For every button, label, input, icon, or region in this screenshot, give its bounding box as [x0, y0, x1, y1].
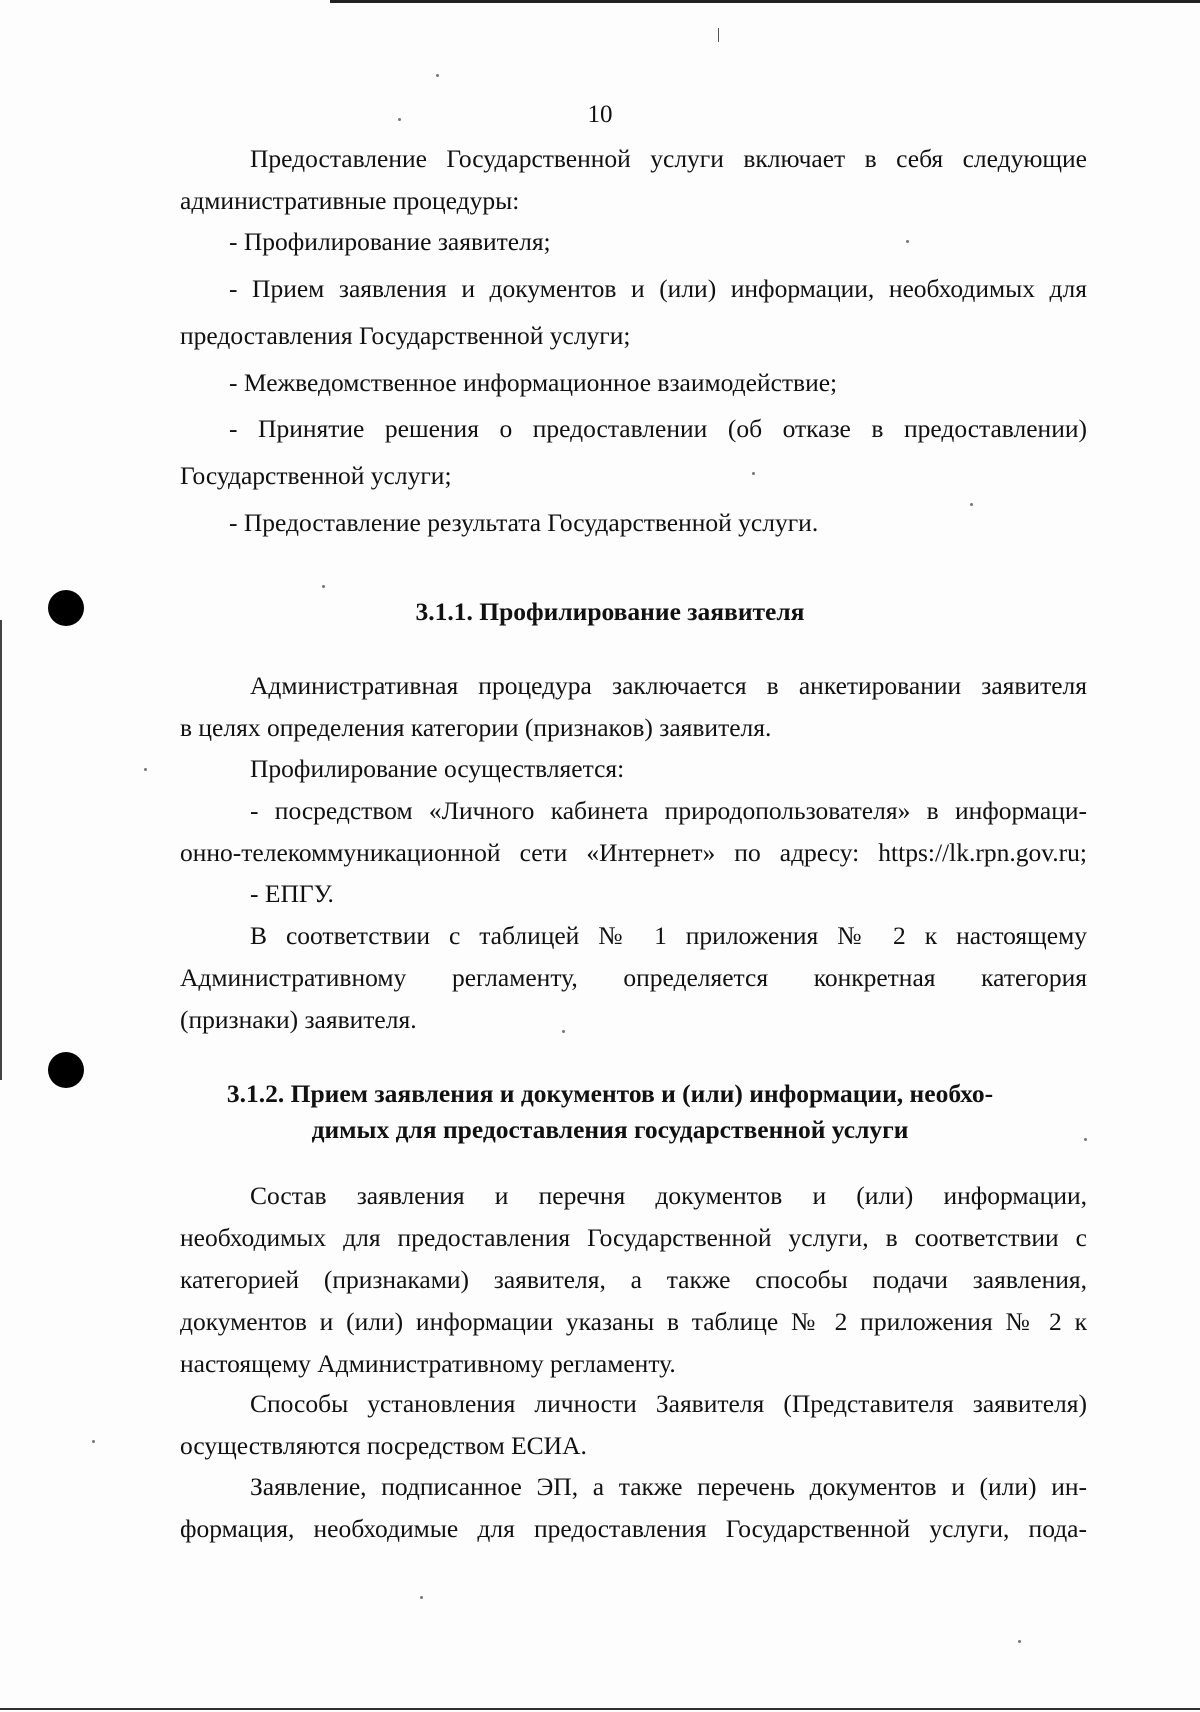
section-paragraph [180, 748, 1087, 790]
procedure-item [180, 362, 1087, 404]
section-heading: 3.1.1. Профилирование заявителя [415, 597, 805, 626]
scan-top-border [330, 0, 1200, 3]
procedure-item [180, 502, 1087, 544]
text-line: Состав заявления и перечня документов и (или) информации, [250, 1181, 1087, 1210]
text-line: Административному регламенту, определяется конкретная категория [180, 963, 1087, 992]
text-line: - Предоставление результата Государственной услуги. [229, 508, 819, 537]
scan-speck [436, 74, 439, 77]
text-line: - Прием заявления и документов и (или) информации, необходимых для [229, 274, 1087, 303]
section-paragraph [180, 665, 1087, 749]
text-line: осуществляются посредством ЕСИА. [180, 1431, 587, 1460]
procedure-item [180, 268, 1087, 357]
scan-speck [1018, 1640, 1021, 1643]
list-item [180, 790, 1087, 874]
section-paragraph [180, 915, 1087, 1041]
text-line: Профилирование осуществляется: [250, 754, 625, 783]
text-line: - Межведомственное информационное взаимодействие; [229, 368, 838, 397]
heading-line: димых для предоставления государственной услуги [311, 1115, 909, 1144]
scan-mark [718, 28, 719, 42]
page-number: 10 [587, 101, 613, 128]
text-line: предоставления Государственной услуги; [180, 321, 631, 350]
section-paragraph [180, 1383, 1087, 1467]
text-line: категорией (признаками) заявителя, а также способы подачи заявления, [180, 1265, 1087, 1294]
scan-speck [420, 1596, 423, 1599]
text-line: Государственной услуги; [180, 461, 452, 490]
text-line: необходимых для предоставления Государственной услуги, в соответствии с [180, 1223, 1087, 1252]
text-line: Способы установления личности Заявителя (Представителя заявителя) [250, 1389, 1087, 1418]
scan-left-border [0, 620, 2, 1080]
section-heading [0, 1076, 1200, 1148]
text-line: настоящему Административному регламенту. [180, 1349, 676, 1378]
text-line: (признаки) заявителя. [180, 1005, 417, 1034]
scan-speck [144, 768, 147, 771]
text-line: онно-телекоммуникационной сети «Интернет» по адресу: https://lk.rpn.gov.ru; [180, 838, 1087, 867]
text-line: формация, необходимые для предоставления Государственной услуги, пода- [180, 1514, 1087, 1543]
text-line: - Профилирование заявителя; [229, 227, 551, 256]
procedure-item [180, 221, 1087, 263]
text-line: - посредством «Личного кабинета природопользователя» в информаци- [250, 796, 1087, 825]
scan-speck [92, 1440, 95, 1443]
text-line: документов и (или) информации указаны в таблице № 2 приложения № 2 к [180, 1307, 1087, 1336]
scan-speck [322, 585, 325, 588]
text-line: Заявление, подписанное ЭП, а также перечень документов и (или) ин- [250, 1472, 1087, 1501]
text-line: Административная процедура заключается в анкетировании заявителя [250, 671, 1087, 700]
list-item [180, 873, 1087, 915]
text-line: в целях определения категории (признаков) заявителя. [180, 713, 772, 742]
text-line: - ЕПГУ. [250, 879, 334, 908]
intro-paragraph [180, 138, 1087, 222]
text-line: - Принятие решения о предоставлении (об отказе в предоставлении) [229, 414, 1087, 443]
scan-bottom-border [0, 1708, 1200, 1710]
text-line: административные процедуры: [180, 186, 520, 215]
section-paragraph [180, 1466, 1087, 1550]
section-paragraph [180, 1175, 1087, 1385]
procedure-item [180, 408, 1087, 497]
text-line: В соответствии с таблицей № 1 приложения № 2 к настоящему [250, 921, 1087, 950]
heading-line: 3.1.2. Прием заявления и документов и (или) информации, необхо- [226, 1079, 994, 1108]
text-line: Предоставление Государственной услуги включает в себя следующие [250, 144, 1087, 173]
